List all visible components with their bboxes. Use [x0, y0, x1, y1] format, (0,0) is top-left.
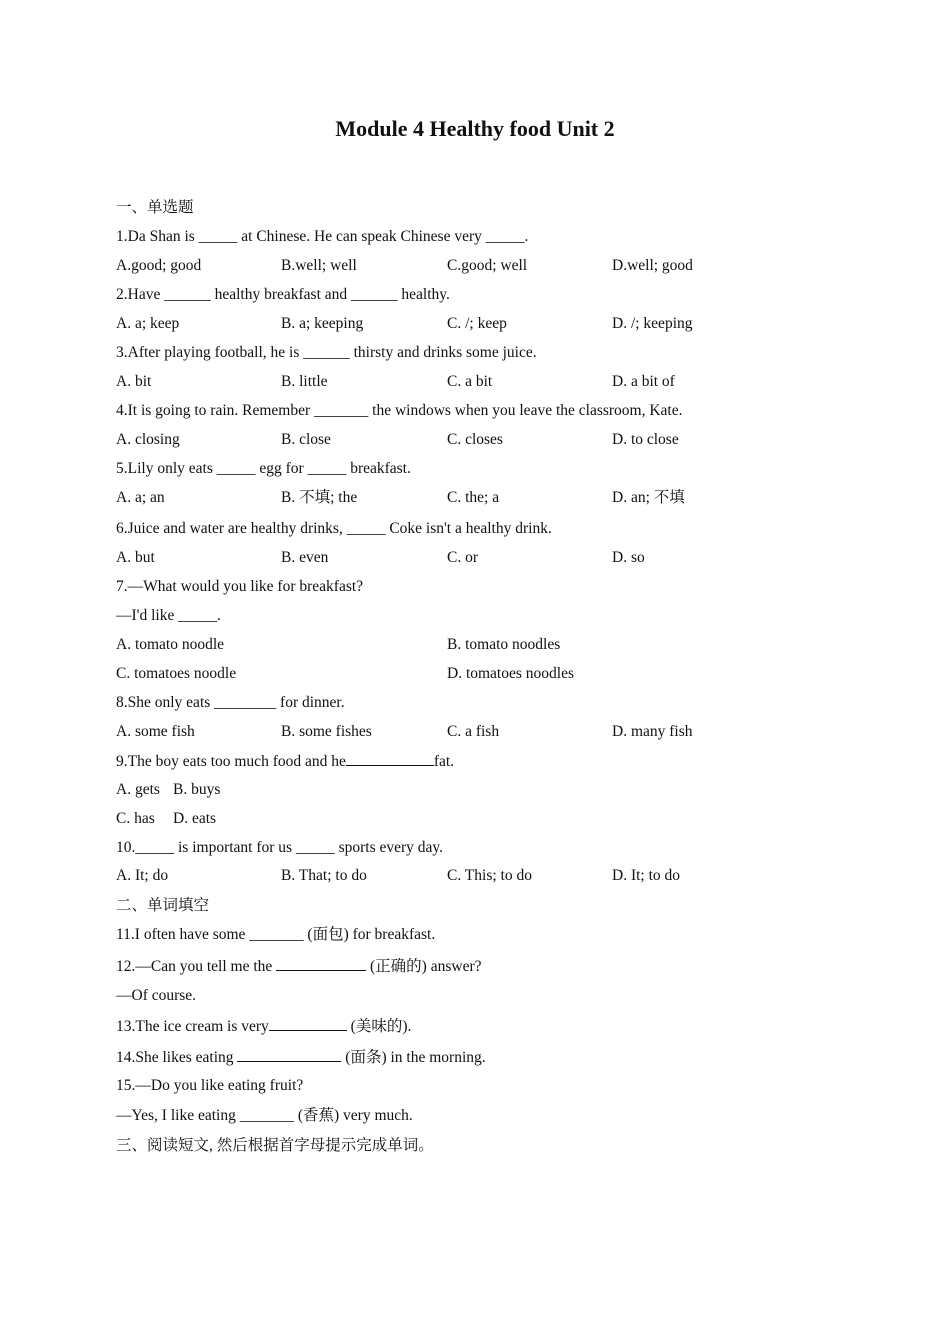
page-title: Module 4 Healthy food Unit 2	[335, 116, 615, 141]
q7-option-a[interactable]: A. tomato noodle	[116, 636, 225, 653]
q1-option-a[interactable]: A.good; good	[116, 257, 202, 274]
q10-option-a[interactable]: A. It; do	[116, 867, 169, 884]
question-1: 1.Da Shan is _____ at Chinese. He can speak Chinese very _____.	[116, 228, 529, 245]
q2-option-d[interactable]: D. /; keeping	[612, 315, 693, 332]
question-14-text: 14.She likes eating	[116, 1049, 234, 1066]
q10-option-d[interactable]: D. It; to do	[612, 867, 681, 884]
q9-option-b[interactable]: B. buys	[173, 781, 221, 798]
answer-blank[interactable]	[237, 1047, 341, 1062]
q4-option-b[interactable]: B. close	[281, 431, 331, 448]
q3-option-d[interactable]: D. a bit of	[612, 373, 675, 390]
answer-blank[interactable]	[276, 956, 366, 971]
question-8: 8.She only eats ________ for dinner.	[116, 694, 345, 711]
question-15: 15.—Do you like eating fruit?	[116, 1077, 304, 1094]
question-14	[116, 1047, 486, 1068]
q10-option-c[interactable]: C. This; to do	[447, 867, 532, 884]
question-14-text-end: (面条) in the morning.	[345, 1049, 486, 1066]
q8-option-d[interactable]: D. many fish	[612, 723, 693, 740]
answer-blank[interactable]	[269, 1016, 347, 1031]
q5-option-b[interactable]: B. 不填; the	[281, 489, 358, 506]
question-13-text-end: (美味的).	[350, 1018, 412, 1035]
question-11: 11.I often have some _______ (面包) for breakfast.	[116, 926, 436, 943]
q3-option-c[interactable]: C. a bit	[447, 373, 493, 390]
q2-option-a[interactable]: A. a; keep	[116, 315, 180, 332]
question-7: 7.—What would you like for breakfast?	[116, 578, 364, 595]
q9-option-d[interactable]: D. eats	[173, 810, 217, 827]
question-12	[116, 956, 482, 977]
question-12-text: 12.—Can you tell me the	[116, 958, 273, 975]
question-9-text: 9.The boy eats too much food and he	[116, 753, 346, 770]
q6-option-d[interactable]: D. so	[612, 549, 645, 566]
q6-option-c[interactable]: C. or	[447, 549, 478, 566]
q2-option-c[interactable]: C. /; keep	[447, 315, 507, 332]
question-2: 2.Have ______ healthy breakfast and ______ healthy.	[116, 286, 450, 303]
q3-option-b[interactable]: B. little	[281, 373, 328, 390]
question-12-reply: —Of course.	[116, 987, 197, 1004]
q2-option-b[interactable]: B. a; keeping	[281, 315, 364, 332]
q6-option-b[interactable]: B. even	[281, 549, 329, 566]
q4-option-a[interactable]: A. closing	[116, 431, 180, 448]
q1-option-c[interactable]: C.good; well	[447, 257, 528, 274]
question-13-text: 13.The ice cream is very	[116, 1018, 269, 1035]
q5-option-a[interactable]: A. a; an	[116, 489, 165, 506]
question-12-text-end: (正确的) answer?	[370, 958, 482, 975]
q5-option-c[interactable]: C. the; a	[447, 489, 500, 506]
q1-option-b[interactable]: B.well; well	[281, 257, 357, 274]
question-13	[116, 1016, 411, 1037]
question-9-text-end: fat.	[433, 753, 455, 770]
question-4: 4.It is going to rain. Remember _______ the windows when you leave the classroom, Kate.	[116, 402, 683, 419]
answer-blank[interactable]	[346, 751, 434, 766]
q9-option-a[interactable]: A. gets	[116, 781, 160, 798]
question-7-reply: —I'd like _____.	[116, 607, 221, 624]
q8-option-c[interactable]: C. a fish	[447, 723, 500, 740]
section-heading-1: 一、单选题	[116, 199, 194, 216]
q1-option-d[interactable]: D.well; good	[612, 257, 693, 274]
q9-option-c[interactable]: C. has	[116, 810, 155, 827]
q8-option-a[interactable]: A. some fish	[116, 723, 195, 740]
q4-option-c[interactable]: C. closes	[447, 431, 503, 448]
question-15-reply: —Yes, I like eating _______ (香蕉) very much.	[116, 1107, 413, 1124]
q4-option-d[interactable]: D. to close	[612, 431, 679, 448]
question-5: 5.Lily only eats _____ egg for _____ breakfast.	[116, 460, 411, 477]
q7-option-c[interactable]: C. tomatoes noodle	[116, 665, 237, 682]
question-3: 3.After playing football, he is ______ thirsty and drinks some juice.	[116, 344, 537, 361]
q3-option-a[interactable]: A. bit	[116, 373, 152, 390]
question-9	[116, 751, 454, 772]
q7-option-d[interactable]: D. tomatoes noodles	[447, 665, 574, 682]
q7-option-b[interactable]: B. tomato noodles	[447, 636, 561, 653]
section-heading-3: 三、阅读短文, 然后根据首字母提示完成单词。	[116, 1137, 434, 1154]
q8-option-b[interactable]: B. some fishes	[281, 723, 372, 740]
question-6: 6.Juice and water are healthy drinks, _____ Coke isn't a healthy drink.	[116, 520, 552, 537]
question-10: 10._____ is important for us _____ sports every day.	[116, 839, 444, 856]
q5-option-d[interactable]: D. an; 不填	[612, 489, 685, 506]
section-heading-2: 二、单词填空	[116, 897, 210, 914]
q6-option-a[interactable]: A. but	[116, 549, 155, 566]
q10-option-b[interactable]: B. That; to do	[281, 867, 367, 884]
